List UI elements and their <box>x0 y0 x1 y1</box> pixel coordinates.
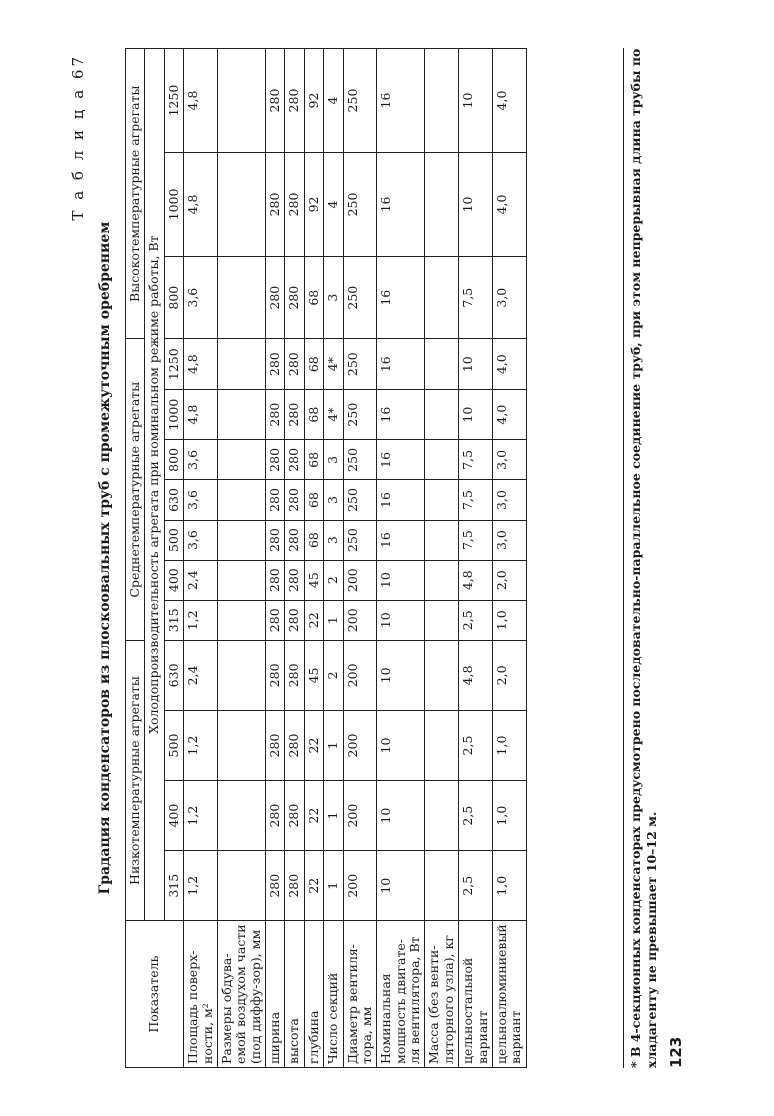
table-cell: 45 <box>304 640 323 710</box>
rotated-page <box>67 48 707 1068</box>
table-cell <box>217 480 265 520</box>
table-row <box>304 49 323 1068</box>
table-cell <box>217 339 265 389</box>
table-cell: 280 <box>285 781 304 851</box>
table-cell: 2,5 <box>459 710 493 780</box>
table-cell: 2,4 <box>184 560 218 600</box>
footnote: * В 4-секционных конденсаторах предусмотрено последовательно-параллельное соединение труб, при этом непрерывная длина трубы по хладагенту не превышает 10–12 м. <box>623 48 661 1068</box>
table-cell: 4,0 <box>492 153 526 257</box>
table-cell: 280 <box>266 710 285 780</box>
table-cell: 22 <box>304 710 323 780</box>
table-cell: 2,0 <box>492 560 526 600</box>
table-cell: 1,2 <box>184 600 218 640</box>
table-cell: 2,5 <box>459 600 493 640</box>
table-cell: 280 <box>266 339 285 389</box>
table-cell: 4 <box>324 49 343 153</box>
row-label: Масса (без венти-ляторного узла), кг <box>425 921 459 1068</box>
table-cell: 280 <box>285 389 304 439</box>
table-cell: 10 <box>459 49 493 153</box>
column-header: 630 <box>164 480 183 520</box>
table-cell: 16 <box>377 389 425 439</box>
table-cell: 3,6 <box>184 520 218 560</box>
table-cell: 4,0 <box>492 49 526 153</box>
column-header: 400 <box>164 781 183 851</box>
table-row <box>492 49 526 1068</box>
table-cell: 10 <box>377 560 425 600</box>
column-header: 1250 <box>164 49 183 153</box>
table-cell: 280 <box>266 153 285 257</box>
table-row <box>459 49 493 1068</box>
column-header-row <box>164 49 183 1068</box>
table-cell: 280 <box>266 440 285 480</box>
table-cell: 92 <box>304 49 323 153</box>
table-cell <box>425 640 459 710</box>
table-cell: 4,0 <box>492 389 526 439</box>
table-cell <box>217 600 265 640</box>
table-cell: 250 <box>343 256 377 339</box>
table-cell: 10 <box>377 781 425 851</box>
table-cell: 4,8 <box>459 560 493 600</box>
table-cell: 250 <box>343 520 377 560</box>
table-cell <box>425 710 459 780</box>
table-cell: 1 <box>324 710 343 780</box>
table-cell: 200 <box>343 640 377 710</box>
table-cell: 3 <box>324 256 343 339</box>
table-cell <box>217 440 265 480</box>
table-cell: 4,8 <box>184 49 218 153</box>
table-cell: 16 <box>377 339 425 389</box>
row-label: Номинальная мощность двигате-ля вентилятора, Вт <box>377 921 425 1068</box>
table-cell: 1,2 <box>184 710 218 780</box>
table-cell: 92 <box>304 153 323 257</box>
table-cell: 250 <box>343 440 377 480</box>
header-indicator: Показатель <box>126 921 184 1068</box>
table-cell: 280 <box>266 560 285 600</box>
row-label: высота <box>285 921 304 1068</box>
table-cell <box>425 781 459 851</box>
table-cell: 1 <box>324 851 343 921</box>
table-cell: 1,2 <box>184 781 218 851</box>
table-cell <box>425 560 459 600</box>
column-header: 1250 <box>164 339 183 389</box>
table-cell: 3,6 <box>184 480 218 520</box>
table-cell: 250 <box>343 153 377 257</box>
table-cell <box>425 153 459 257</box>
table-cell: 280 <box>266 640 285 710</box>
table-cell: 280 <box>285 49 304 153</box>
column-header: 400 <box>164 560 183 600</box>
table-cell: 10 <box>459 389 493 439</box>
table-cell: 68 <box>304 389 323 439</box>
table-cell: 280 <box>285 600 304 640</box>
row-label: Число секций <box>324 921 343 1068</box>
table-cell: 280 <box>266 520 285 560</box>
condenser-table <box>125 48 527 1068</box>
row-label: ширина <box>266 921 285 1068</box>
table-cell <box>217 256 265 339</box>
table-cell: 250 <box>343 480 377 520</box>
table-cell: 3,6 <box>184 256 218 339</box>
table-cell: 10 <box>459 153 493 257</box>
table-cell: 16 <box>377 440 425 480</box>
table-cell: 280 <box>285 153 304 257</box>
table-cell: 22 <box>304 600 323 640</box>
table-cell: 250 <box>343 339 377 389</box>
header-group-medium: Среднетемпературные агрегаты <box>126 339 145 640</box>
row-label: глубина <box>304 921 323 1068</box>
table-cell <box>217 710 265 780</box>
table-cell: 280 <box>285 851 304 921</box>
column-header: 1000 <box>164 389 183 439</box>
table-cell: 3,6 <box>184 440 218 480</box>
table-cell: 7,5 <box>459 520 493 560</box>
table-cell: 3,0 <box>492 256 526 339</box>
table-title: Градация конденсаторов из плоскоовальных труб с промежуточным оребрением <box>97 221 113 895</box>
table-cell: 3,0 <box>492 440 526 480</box>
table-cell: 280 <box>285 560 304 600</box>
table-cell <box>425 520 459 560</box>
table-cell: 1 <box>324 600 343 640</box>
table-cell: 16 <box>377 480 425 520</box>
table-cell: 2 <box>324 560 343 600</box>
table-cell: 4 <box>324 153 343 257</box>
table-cell: 280 <box>285 640 304 710</box>
table-cell: 280 <box>266 256 285 339</box>
table-cell <box>425 440 459 480</box>
table-row <box>184 49 218 1068</box>
table-cell: 16 <box>377 49 425 153</box>
table-cell: 1,0 <box>492 600 526 640</box>
table-cell: 45 <box>304 560 323 600</box>
table-cell: 280 <box>266 600 285 640</box>
table-cell <box>217 640 265 710</box>
column-header: 315 <box>164 600 183 640</box>
table-body <box>184 49 527 1068</box>
table-cell: 10 <box>377 710 425 780</box>
table-caption: Т а б л и ц а 67 <box>69 54 87 221</box>
table-cell: 16 <box>377 153 425 257</box>
table-row <box>343 49 377 1068</box>
table-cell: 200 <box>343 781 377 851</box>
table-cell <box>425 339 459 389</box>
table-cell: 1,2 <box>184 851 218 921</box>
header-group-high: Высокотемпературные агрегаты <box>126 49 145 339</box>
table-cell: 1,0 <box>492 851 526 921</box>
table-cell: 68 <box>304 480 323 520</box>
table-cell: 1,0 <box>492 710 526 780</box>
row-label: Диаметр вентиля-тора, мм <box>343 921 377 1068</box>
row-label: Площадь поверх-ности, м² <box>184 921 218 1068</box>
table-cell: 4,8 <box>184 339 218 389</box>
table-row <box>377 49 425 1068</box>
table-cell: 22 <box>304 851 323 921</box>
table-cell: 68 <box>304 256 323 339</box>
column-header: 800 <box>164 440 183 480</box>
table-cell: 280 <box>285 480 304 520</box>
table-row <box>425 49 459 1068</box>
table-cell <box>217 560 265 600</box>
table-cell: 4,8 <box>184 389 218 439</box>
table-cell: 280 <box>266 49 285 153</box>
table-cell <box>425 600 459 640</box>
table-cell: 4* <box>324 339 343 389</box>
table-cell: 7,5 <box>459 440 493 480</box>
table-cell: 280 <box>266 781 285 851</box>
table-cell: 10 <box>377 640 425 710</box>
table-cell: 200 <box>343 560 377 600</box>
table-cell <box>217 389 265 439</box>
table-cell: 200 <box>343 851 377 921</box>
table-cell: 16 <box>377 520 425 560</box>
table-cell: 7,5 <box>459 480 493 520</box>
row-label: цельностальной вариант <box>459 921 493 1068</box>
table-cell: 3 <box>324 480 343 520</box>
header-group-low: Низкотемпературные агрегаты <box>126 640 145 920</box>
table-row <box>324 49 343 1068</box>
column-header: 500 <box>164 520 183 560</box>
table-cell: 280 <box>266 851 285 921</box>
table-cell: 68 <box>304 339 323 389</box>
table-cell: 200 <box>343 710 377 780</box>
table-cell <box>217 153 265 257</box>
table-cell: 4,8 <box>459 640 493 710</box>
table-cell: 3 <box>324 440 343 480</box>
table-cell: 1 <box>324 781 343 851</box>
table-cell: 3,0 <box>492 480 526 520</box>
table-cell: 68 <box>304 440 323 480</box>
table-cell: 68 <box>304 520 323 560</box>
table-cell <box>217 851 265 921</box>
table-cell: 1,0 <box>492 781 526 851</box>
table-row <box>217 49 265 1068</box>
table-cell: 3 <box>324 520 343 560</box>
table-cell: 280 <box>285 440 304 480</box>
table-cell <box>425 256 459 339</box>
table-cell <box>217 520 265 560</box>
table-cell: 280 <box>285 520 304 560</box>
table-cell <box>425 851 459 921</box>
page-number: 123 <box>667 1036 685 1068</box>
table-cell: 7,5 <box>459 256 493 339</box>
table-row <box>266 49 285 1068</box>
row-label: цельноалюминиевый вариант <box>492 921 526 1068</box>
table-cell: 10 <box>377 851 425 921</box>
column-header: 500 <box>164 710 183 780</box>
column-header: 1000 <box>164 153 183 257</box>
row-label: Размеры обдува-емой воздухом части (под диффу-зор), мм <box>217 921 265 1068</box>
table-cell: 280 <box>266 389 285 439</box>
table-cell: 4,8 <box>184 153 218 257</box>
table-cell: 10 <box>459 339 493 389</box>
table-cell: 3,0 <box>492 520 526 560</box>
column-header: 800 <box>164 256 183 339</box>
table-cell: 16 <box>377 256 425 339</box>
table-cell: 280 <box>266 480 285 520</box>
table-cell: 22 <box>304 781 323 851</box>
table-cell <box>217 781 265 851</box>
table-cell <box>425 389 459 439</box>
table-cell: 2 <box>324 640 343 710</box>
table-cell: 2,5 <box>459 781 493 851</box>
table-cell: 2,5 <box>459 851 493 921</box>
table-cell: 280 <box>285 256 304 339</box>
table-cell <box>217 49 265 153</box>
column-header: 630 <box>164 640 183 710</box>
table-cell <box>425 480 459 520</box>
table-row <box>285 49 304 1068</box>
table-cell: 200 <box>343 600 377 640</box>
table-cell: 250 <box>343 49 377 153</box>
table-cell: 280 <box>285 710 304 780</box>
table-cell: 4* <box>324 389 343 439</box>
table-cell: 2,0 <box>492 640 526 710</box>
table-cell <box>425 49 459 153</box>
header-capacity: Холодопроизводительность агрегата при номинальном режиме работы, Вт <box>145 49 164 921</box>
table-cell: 4,0 <box>492 339 526 389</box>
table-cell: 280 <box>285 339 304 389</box>
table-cell: 250 <box>343 389 377 439</box>
table-cell: 2,4 <box>184 640 218 710</box>
column-header: 315 <box>164 851 183 921</box>
table-cell: 10 <box>377 600 425 640</box>
